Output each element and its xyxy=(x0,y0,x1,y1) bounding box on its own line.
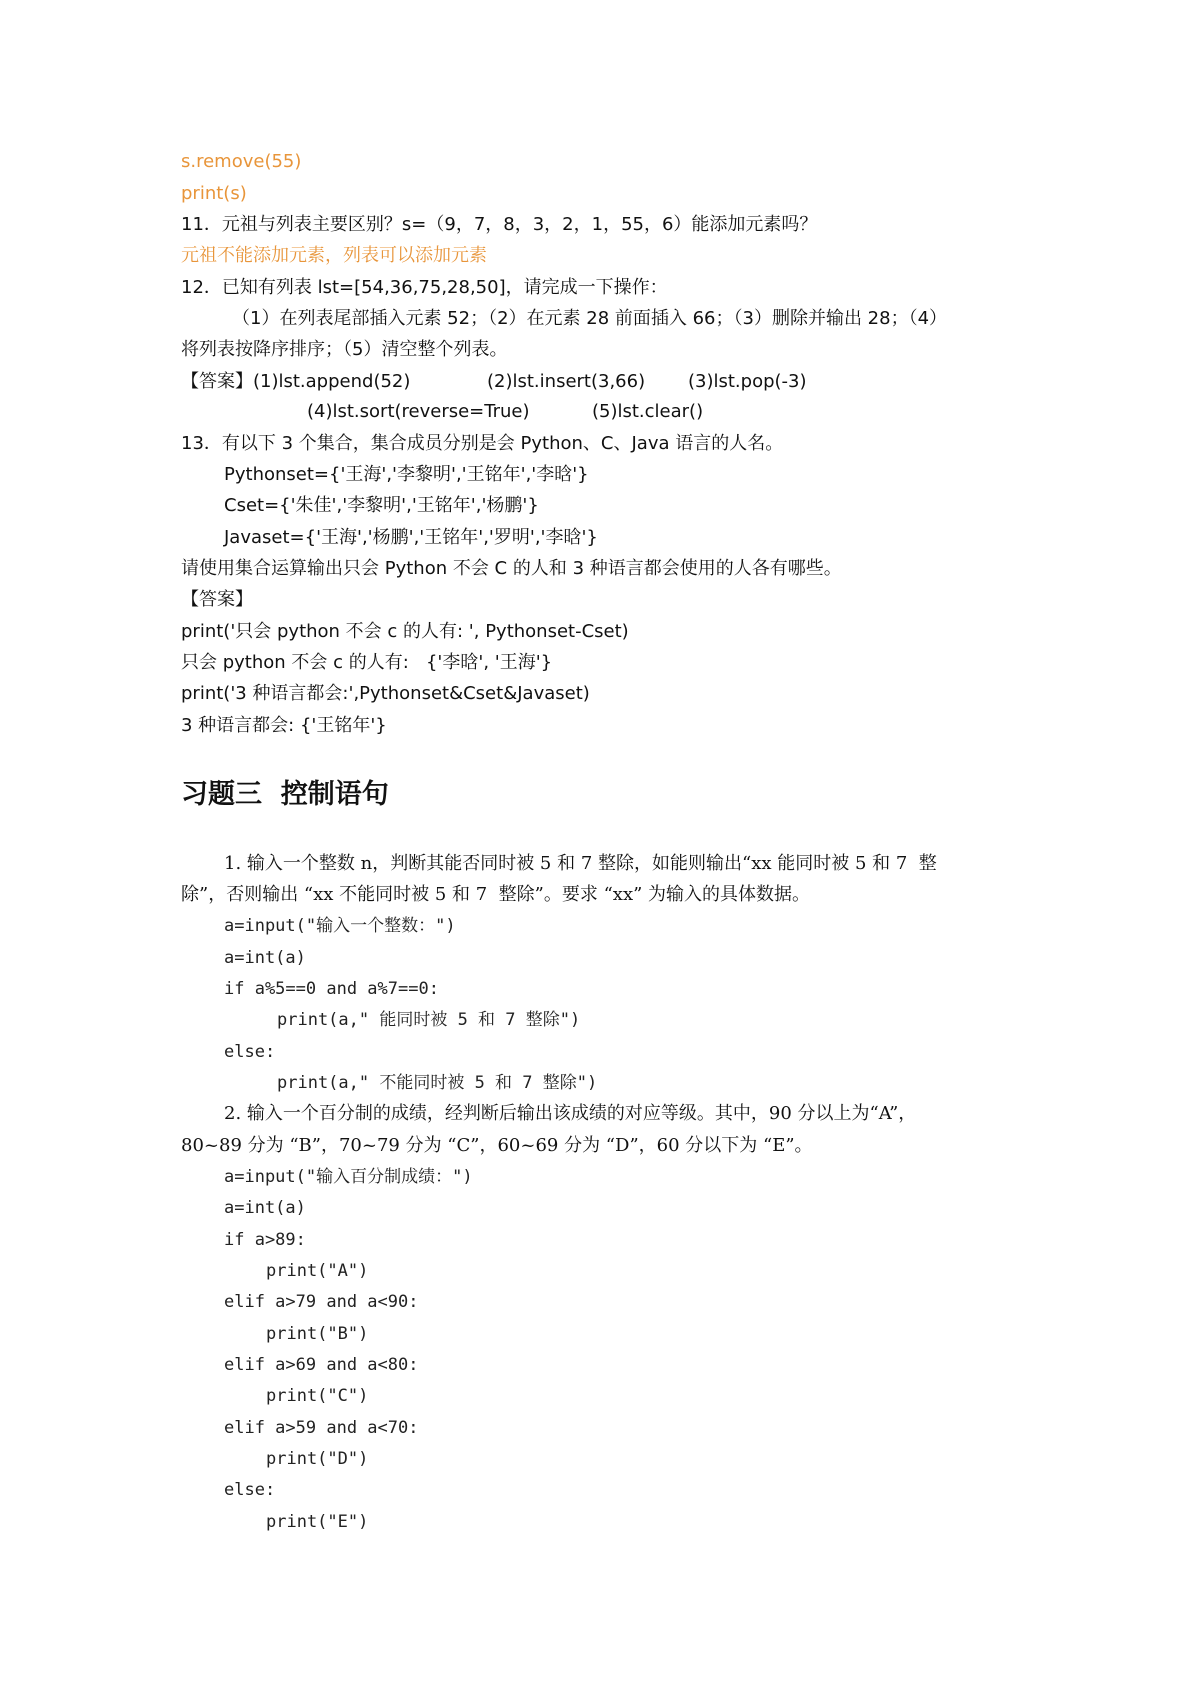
q2-code-line: if a>89: xyxy=(224,1230,306,1250)
q2-text-line1: 2. 输入一个百分制的成绩，经判断后输出该成绩的对应等级。其中，90 分以上为“A”， xyxy=(224,1103,917,1124)
q1-code-line: if a%5==0 and a%7==0: xyxy=(224,979,439,999)
q2-code-line: print("A") xyxy=(266,1261,369,1281)
answer-12-part3: (3)lst.pop(-3) xyxy=(688,371,807,392)
q2-code-line: print("C") xyxy=(266,1386,369,1406)
pythonset-def: Pythonset={'王海','李黎明','王铭年','李晗'} xyxy=(224,464,589,485)
q2-code-line: elif a>59 and a<70: xyxy=(224,1418,419,1438)
question-12: 12．已知有列表 lst=[54,36,75,28,50]，请完成一下操作： xyxy=(181,277,668,298)
answer-12-part1: 【答案】(1)lst.append(52) xyxy=(181,371,411,392)
q2-code-line: a=input("输入百分制成绩：") xyxy=(224,1167,473,1187)
q1-code-line: else: xyxy=(224,1042,276,1062)
q1-code-line: a=input("输入一个整数：") xyxy=(224,916,456,936)
question-13: 13．有以下 3 个集合，集合成员分别是会 Python、C、Java 语言的人名。 xyxy=(181,433,784,454)
q1-code-line: a=int(a) xyxy=(224,948,306,968)
answer-11: 元祖不能添加元素，列表可以添加元素 xyxy=(181,245,487,266)
q1-text-line1: 1. 输入一个整数 n，判断其能否同时被 5 和 7 整除，如能则输出“xx 能同时被 5 和 7 整 xyxy=(224,853,937,874)
q2-code-line: a=int(a) xyxy=(224,1198,306,1218)
question-13-request: 请使用集合运算输出只会 Python 不会 C 的人和 3 种语言都会使用的人各有哪些。 xyxy=(181,558,842,579)
q2-code-line: print("E") xyxy=(266,1512,369,1532)
answer-13-code-2: print('3 种语言都会:',Pythonset&Cset&Javaset) xyxy=(181,683,590,704)
q2-text-line2: 80~89 分为 “B”，70~79 分为 “C”，60~69 分为 “D”，60 分以下为 “E”。 xyxy=(181,1135,813,1156)
section-title: 习题三 控制语句 xyxy=(181,779,389,810)
q2-code-line: print("D") xyxy=(266,1449,369,1469)
q1-code-line: print(a," 不能同时被 5 和 7 整除") xyxy=(277,1073,598,1093)
cset-def: Cset={'朱佳','李黎明','王铭年','杨鹏'} xyxy=(224,495,539,516)
answer-13-label: 【答案】 xyxy=(181,589,253,610)
javaset-def: Javaset={'王海','杨鹏','王铭年','罗明','李晗'} xyxy=(224,527,598,548)
question-11: 11．元祖与列表主要区别？s=（9，7，8，3，2，1，55，6）能添加元素吗？ xyxy=(181,214,818,235)
q1-text-line2: 除”，否则输出 “xx 不能同时被 5 和 7 整除”。要求 “xx” 为输入的具体数据。 xyxy=(181,884,811,905)
question-12-tasks: （1）在列表尾部插入元素 52；（2）在元素 28 前面插入 66；（3）删除并输出 28；（4） xyxy=(232,308,948,329)
answer-13-output-2: 3 种语言都会: {'王铭年'} xyxy=(181,715,387,736)
code-print-s: print(s) xyxy=(181,183,247,204)
q2-code-line: elif a>69 and a<80: xyxy=(224,1355,419,1375)
answer-12-part5: (5)lst.clear() xyxy=(592,401,704,422)
code-remove: s.remove(55) xyxy=(181,151,302,172)
answer-13-code-1: print('只会 python 不会 c 的人有: ', Pythonset-Cset) xyxy=(181,621,629,642)
q1-code-line: print(a," 能同时被 5 和 7 整除") xyxy=(277,1010,581,1030)
q2-code-line: elif a>79 and a<90: xyxy=(224,1292,419,1312)
question-12-tasks-cont: 将列表按降序排序；（5）清空整个列表。 xyxy=(181,339,508,360)
q2-code-line: else: xyxy=(224,1480,276,1500)
answer-13-output-1: 只会 python 不会 c 的人有: {'李晗', '王海'} xyxy=(181,652,553,673)
answer-12-part4: (4)lst.sort(reverse=True) xyxy=(307,401,530,422)
answer-12-part2: (2)lst.insert(3,66) xyxy=(487,371,646,392)
q2-code-line: print("B") xyxy=(266,1324,369,1344)
